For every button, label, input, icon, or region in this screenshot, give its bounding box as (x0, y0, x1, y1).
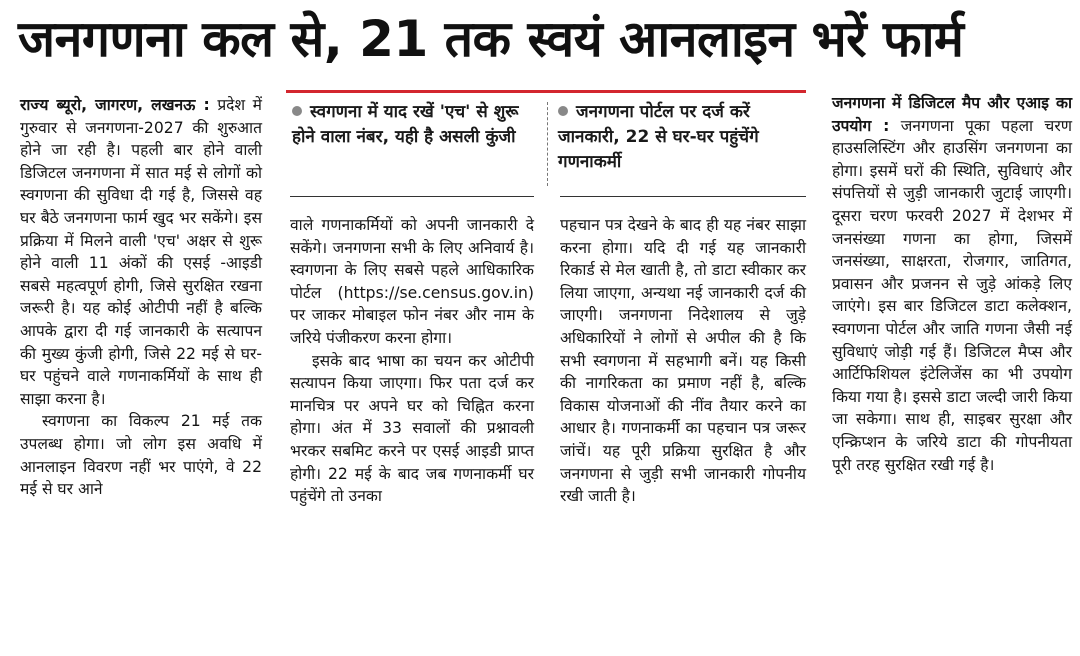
paragraph (832, 92, 1072, 476)
article-column-2 (290, 214, 534, 508)
subhead-text: जनगणना पोर्टल पर दर्ज करें जानकारी, 22 से घर-घर पहुंचेंगे गणनाकर्मी (558, 102, 759, 172)
subhead-bottom-rule (560, 196, 806, 197)
article-column-3 (560, 214, 806, 508)
paragraph: स्वगणना का विकल्प 21 मई तक उपलब्ध होगा। जो लोग इस अवधि में आनलाइन विवरण नहीं भर पाएंगे, वे 22 मई से घर आने (20, 412, 262, 499)
bullet-icon (558, 106, 568, 116)
article-column-1 (20, 94, 262, 501)
subhead-text: स्वगणना में याद रखें 'एच' से शुरू होने वाला नंबर, यही है असली कुंजी (292, 102, 519, 147)
paragraph: इसके बाद भाषा का चयन कर ओटीपी सत्यापन किया जाएगा। फिर पता दर्ज कर मानचित्र पर अपने घर को चिह्नित करना होगा। अंत में 33 सवालों की प्रश्नावली भरकर सबमिट करने पर एसई आइडी प्राप्त होगी। 22 मई के बाद जब गणनाकर्मी घर पहुंचेंगे तो उनका (290, 351, 534, 506)
subhead-se-id (292, 100, 538, 150)
bullet-icon (292, 106, 302, 116)
subhead-divider (547, 102, 548, 186)
paragraph: पहचान पत्र देखने के बाद ही यह नंबर साझा करना होगा। यदि दी गई यह जानकारी रिकार्ड से मेल खाती है, तो डाटा स्वीकार कर लिया जाएगा, अन्यथा नई जानकारी दर्ज की जाएगी। जनगणना निदेशालय से जुड़े अधिकारियों ने लोगों से अपील की है कि सभी स्वगणना में सहभागी बनें। यह किसी की नागरिकता का प्रमाण नहीं है, बल्कि विकास योजनाओं की नींव तैयार करने का आधार है। गणनाकर्मी का पहचान पत्र जरूर जांचें। यह पूरी प्रक्रिया सुरक्षित है और जनगणना से जुड़ी सभी जानकारी गोपनीय रखी जाती है। (560, 216, 806, 506)
subhead-red-rule (286, 90, 806, 93)
dateline: राज्य ब्यूरो, जागरण, लखनऊ : (20, 96, 210, 114)
paragraph: वाले गणनाकर्मियों को अपनी जानकारी दे सकेंगे। जनगणना सभी के लिए अनिवार्य है। स्वगणना के लिए सबसे पहले आधिकारिक पोर्टल (https://se.census.gov.in) पर जाकर मोबाइल फोन नंबर और नाम के जरिये पंजीकरण करना होगा। (290, 216, 534, 347)
subhead-portal (558, 100, 804, 175)
paragraph-text: जनगणना पूका पहला चरण हाउसलिस्टिंग और हाउसिंग जनगणना का होगा। इसमें घरों की स्थिति, सुविधाएं और संपत्तियों से जुड़ी जानकारी जुटाई जाएगी। दूसरा चरण फरवरी 2027 में देशभर में जनसंख्या गणना का होगा, जिसमें जनसंख्या, साक्षरता, रोजगार, जातिगत, प्रवासन और प्रजनन से जुड़े आंकड़े लिए जाएंगे। इस बार डिजिटल डाटा कलेक्शन, स्वगणना पोर्टल और जाति गणना जैसी नई सुविधाएं जोड़ी गई हैं। डिजिटल मैप्स और आर्टिफिशियल इंटेलिजेंस का भी उपयोग किया गया है। इससे डाटा जल्दी जारी किया जा सकेगा। साथ ही, साइबर सुरक्षा और एन्क्रिप्शन के जरिये डाटा की गोपनीयता पूरी तरह सुरक्षित रखी गई है। (832, 116, 1072, 474)
subhead-bottom-rule (290, 196, 534, 197)
article-column-4 (832, 92, 1072, 476)
paragraph-text: प्रदेश में गुरुवार से जनगणना-2027 की शुरुआत होने जा रही है। पहली बार होने वाली डिजिटल जनगणना में सात मई से लोगों को स्वगणना की सुविधा दी गई है, जिससे वह घर बैठे जनगणना फार्म खुद भर सकेंगे। इस प्रक्रिया में मिलने वाली 'एच' अक्षर से शुरू होने वाली 11 अंकों की एसई -आइडी सबसे महत्वपूर्ण होगी, जिसे सुरक्षित रखना जरूरी है। यह कोई ओटीपी नहीं है बल्कि आपके द्वारा दी गई जानकारी के सत्यापन की मुख्य कुंजी होगी, जिसे 22 मई से घर-घर पहुंचने वाले गणनाकर्मियों के साथ ही साझा करना है। (20, 96, 262, 408)
paragraph (20, 94, 262, 410)
section-lead: जनगणना में डिजिटल मैप और एआइ का उपयोग : (832, 94, 1072, 135)
headline: जनगणना कल से, 21 तक स्वयं आनलाइन भरें फार्म (18, 10, 964, 68)
